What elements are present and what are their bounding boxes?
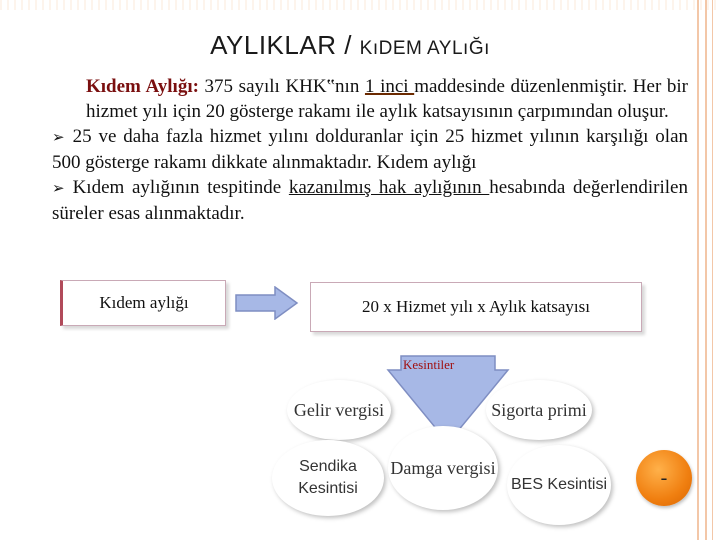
corner-badge-text: - [660,466,668,489]
bullet-arrow-icon: ➢ [52,179,65,197]
paragraph-definition [52,74,688,124]
bullet-text: 25 ve daha fazla hizmet yılını dolduranlar için 25 hizmet yılının karşılığı olan 500 gösterge rakamı dikkate alınmaktadır. Kıdem aylığı [52,126,688,173]
insurance-premium-circle [486,380,592,440]
union-deduction-circle [272,440,384,516]
lead-term: Kıdem Aylığı: [86,76,199,97]
underlined-article: 1 inci [364,76,415,97]
border-line [697,0,699,540]
formula-right-label: 20 x Hizmet yılı x Aylık katsayısı [362,297,590,316]
bullet-text: Kıdem aylığının tespitinde [72,177,289,198]
bullet-text: hesabında değerlendirilen süreler esas alınmaktadır. [52,177,688,224]
body-text [52,74,688,226]
bes-deduction-label: BES Kesintisi [510,476,608,493]
border-line [712,0,713,540]
stamp-tax-label: Damga vergisi [390,458,496,478]
deductions-header: Kesintiler [403,357,455,372]
slide-title-main: AYLIKLAR / [210,30,360,60]
bes-deduction-circle [507,445,611,525]
union-deduction-label: Sendika Kesintisi [298,458,358,497]
corner-badge [636,450,692,506]
slide-title [0,30,700,61]
insurance-premium-label: Sigorta primi [491,400,587,420]
stamp-tax-circle [388,426,498,510]
text-span: 375 sayılı KHK‟nın [198,76,365,97]
bullet-item [52,175,688,226]
right-arrow-icon [235,286,299,320]
text-span: maddesinde düzenlenmiştir. Her bir hizmet yılı için 20 gösterge rakamı ile aylık katsayısının çarpımından oluşur. [86,76,688,122]
underlined-phrase: kazanılmış hak aylığının [288,177,490,198]
top-decoration [0,0,720,10]
bullet-item [52,124,688,175]
formula-left-box [60,280,226,326]
income-tax-label: Gelir vergisi [293,400,385,420]
bullet-arrow-icon: ➢ [52,128,65,146]
formula-left-label: Kıdem aylığı [99,293,189,312]
formula-right-box [310,282,642,332]
border-line [705,0,707,540]
slide-title-small: KıDEM AYLıĞı [359,38,490,59]
income-tax-circle [287,380,391,440]
